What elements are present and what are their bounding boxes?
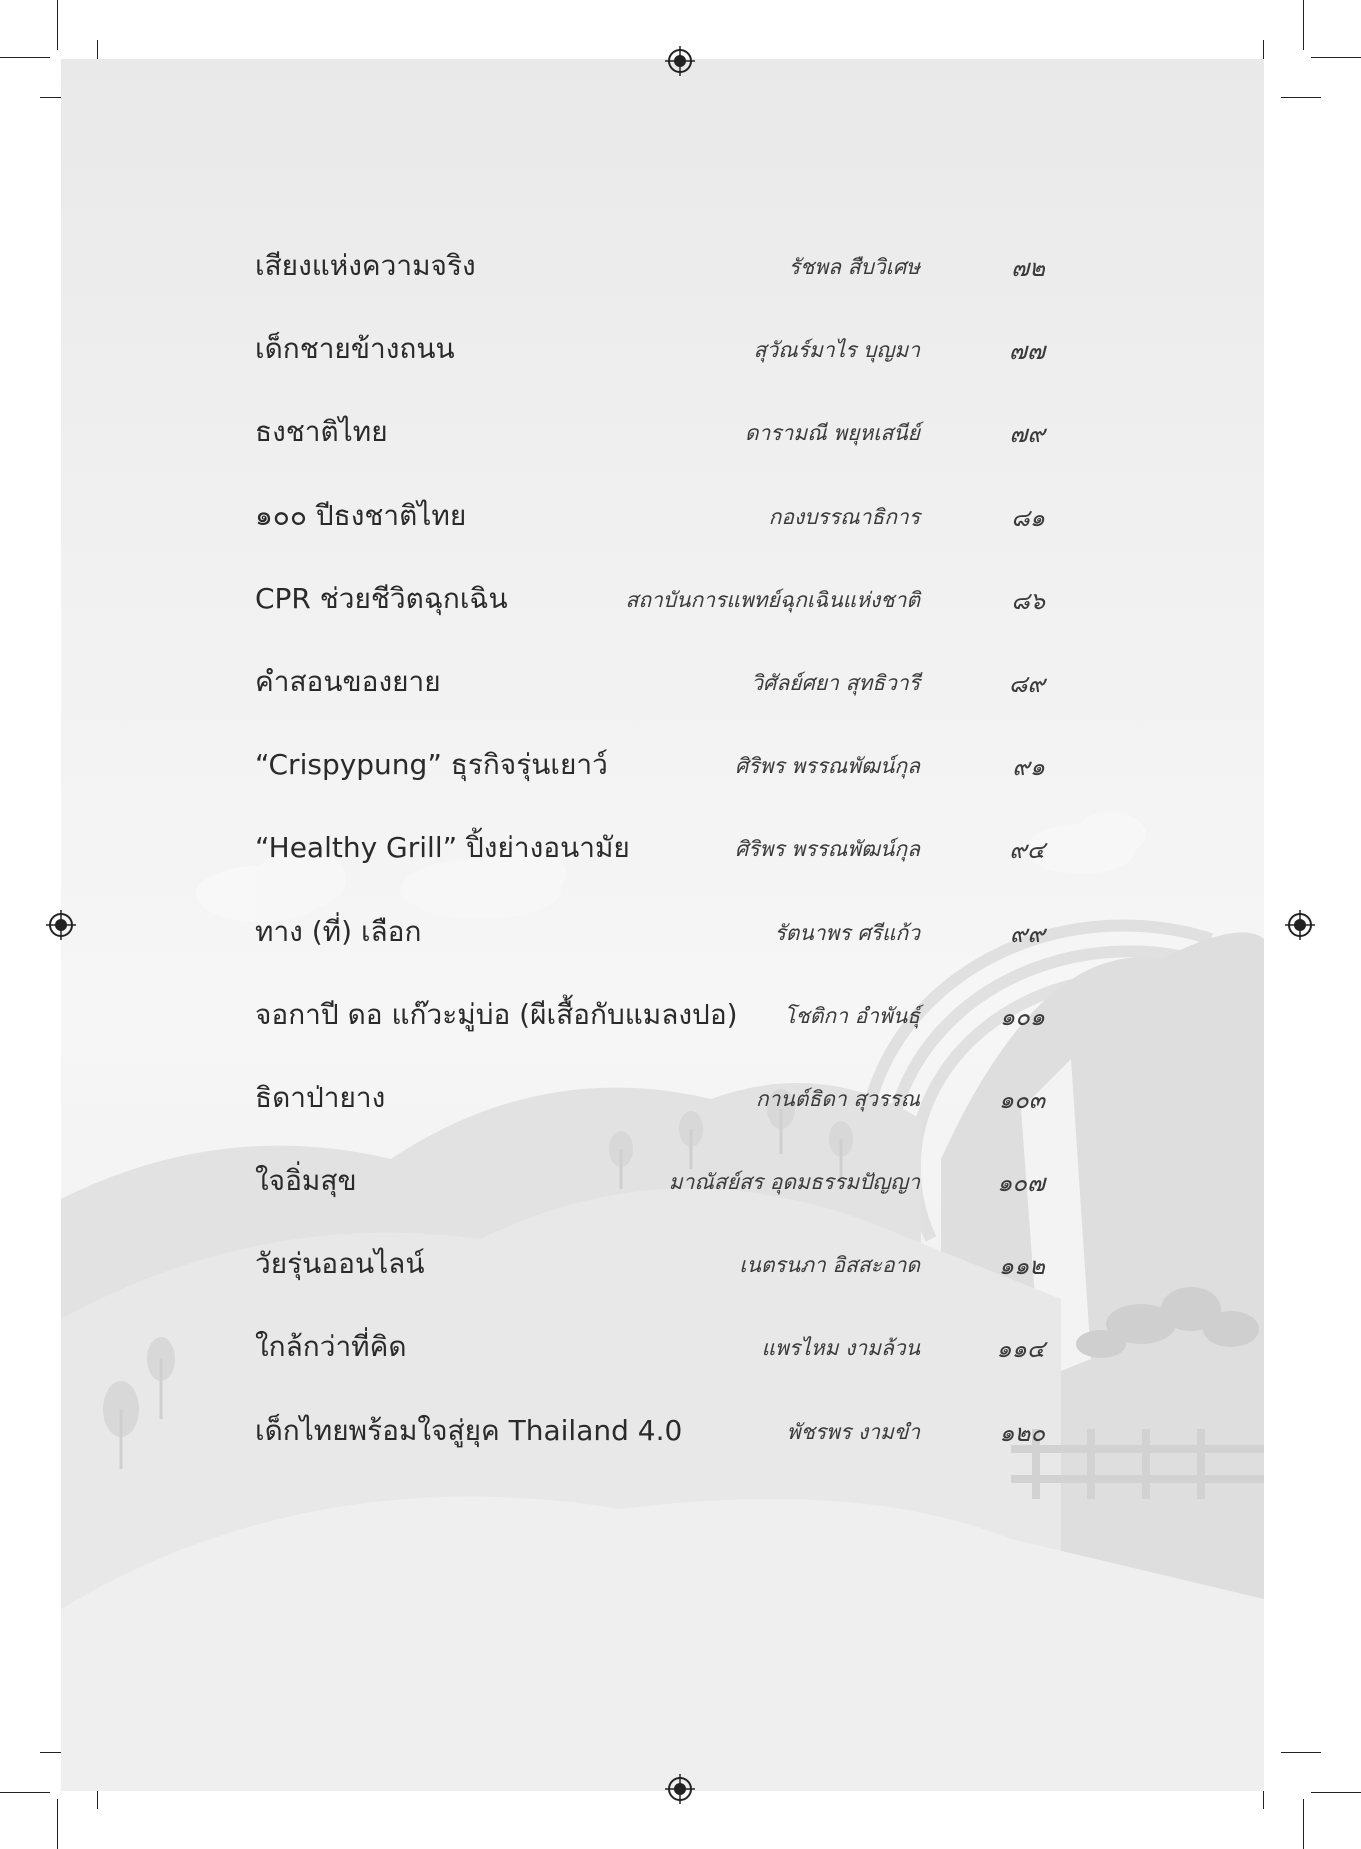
toc-page-number: ๑๒๐ xyxy=(999,1418,1045,1447)
toc-title: วัยรุ่นออนไลน์ xyxy=(255,1247,425,1281)
crop-mark xyxy=(0,57,50,58)
toc-entry xyxy=(255,735,1045,818)
registration-mark-icon xyxy=(1285,910,1315,940)
toc-author: โชติกา อำพันธุ์ xyxy=(784,1003,920,1028)
crop-mark xyxy=(1303,1799,1304,1849)
toc-author: สุวัณร์มาไร บุญมา xyxy=(753,338,920,363)
toc-title: “Crispypung” ธุรกิจรุ่นเยาว์ xyxy=(255,748,608,782)
toc-page-number: ๗๒ xyxy=(1011,254,1045,282)
toc-title: ใจอิ่มสุข xyxy=(255,1164,357,1198)
toc-title: ทาง (ที่) เลือก xyxy=(255,914,422,948)
toc-entry xyxy=(255,1401,1045,1484)
crop-mark xyxy=(57,1799,58,1849)
toc-page-number: ๘๖ xyxy=(1011,586,1045,615)
toc-page-number: ๗๗ xyxy=(1008,337,1045,366)
toc-page-number: ๘๙ xyxy=(1008,669,1045,698)
toc-page-number: ๙๔ xyxy=(1009,836,1045,865)
crop-mark xyxy=(57,0,58,50)
toc-author: ดารามณี พยุหเสนีย์ xyxy=(744,421,920,446)
toc-author: วิศัลย์ศยา สุทธิวารี xyxy=(751,670,920,695)
toc-entry xyxy=(255,985,1045,1068)
toc-author: แพรไหม งามล้วน xyxy=(761,1336,920,1361)
registration-mark-icon xyxy=(46,910,76,940)
registration-mark-icon xyxy=(665,1774,695,1804)
toc-title: CPR ช่วยชีวิตฉุกเฉิน xyxy=(255,581,508,615)
toc-entry xyxy=(255,818,1045,901)
toc-author: รัชพล สืบวิเศษ xyxy=(788,255,920,279)
toc-author: กองบรรณาธิการ xyxy=(768,504,920,529)
crop-mark xyxy=(1303,0,1304,50)
crop-mark xyxy=(0,1792,50,1793)
toc-title: ใกล้กว่าที่คิด xyxy=(255,1330,407,1364)
table-of-contents xyxy=(255,236,1045,1484)
toc-entry xyxy=(255,569,1045,652)
toc-page-number: ๑๐๓ xyxy=(998,1085,1045,1114)
toc-entry xyxy=(255,236,1045,319)
crop-mark xyxy=(1311,57,1361,58)
toc-entry xyxy=(255,402,1045,485)
toc-author: กานต์ธิดา สุวรรณ xyxy=(755,1086,920,1111)
toc-page-number: ๑๐๑ xyxy=(999,1002,1045,1031)
toc-entry xyxy=(255,486,1045,569)
toc-title: คำสอนของยาย xyxy=(255,664,441,698)
toc-title: ธิดาป่ายาง xyxy=(255,1080,386,1114)
toc-author: ศิริพร พรรณพัฒน์กุล xyxy=(734,754,920,779)
toc-author: รัตนาพร ศรีแก้ว xyxy=(774,920,920,945)
toc-author: ศิริพร พรรณพัฒน์กุล xyxy=(734,837,920,862)
toc-entry xyxy=(255,1317,1045,1400)
toc-title: ๑๐๐ ปีธงชาติไทย xyxy=(255,498,467,532)
toc-page-number: ๘๑ xyxy=(1011,503,1045,532)
toc-title: ธงชาติไทย xyxy=(255,415,388,449)
toc-page-number: ๑๑๒ xyxy=(998,1252,1045,1281)
toc-entry xyxy=(255,1068,1045,1151)
toc-title: จอกาปี ดอ แก๊วะมู่บ่อ (ผีเสื้อกับแมลงปอ) xyxy=(255,997,738,1031)
toc-page-number: ๑๑๔ xyxy=(996,1335,1045,1364)
toc-title: เสียงแห่งความจริง xyxy=(255,249,476,282)
crop-mark xyxy=(1281,1752,1321,1753)
toc-entry xyxy=(255,1151,1045,1234)
toc-page-number: ๑๐๗ xyxy=(997,1169,1045,1198)
toc-title: “Healthy Grill” ปิ้งย่างอนามัย xyxy=(255,831,630,865)
crop-mark xyxy=(1281,97,1321,98)
toc-author: มาณัสย์สร อุดมธรรมปัญญา xyxy=(668,1170,920,1195)
toc-entry xyxy=(255,1234,1045,1317)
toc-title: เด็กชายข้างถนน xyxy=(255,332,455,366)
toc-page-number: ๙๑ xyxy=(1012,753,1045,782)
toc-author: พัชรพร งามขำ xyxy=(786,1419,920,1444)
toc-author: สถาบันการแพทย์ฉุกเฉินแห่งชาติ xyxy=(625,587,920,612)
toc-author: เนตรนภา อิสสะอาด xyxy=(739,1253,920,1278)
toc-page-number: ๗๙ xyxy=(1009,420,1045,449)
registration-mark-icon xyxy=(665,46,695,76)
crop-mark xyxy=(1311,1792,1361,1793)
toc-entry xyxy=(255,652,1045,735)
toc-entry xyxy=(255,902,1045,985)
toc-page-number: ๙๙ xyxy=(1009,919,1045,948)
toc-title: เด็กไทยพร้อมใจสู่ยุค Thailand 4.0 xyxy=(255,1413,683,1447)
toc-entry xyxy=(255,319,1045,402)
